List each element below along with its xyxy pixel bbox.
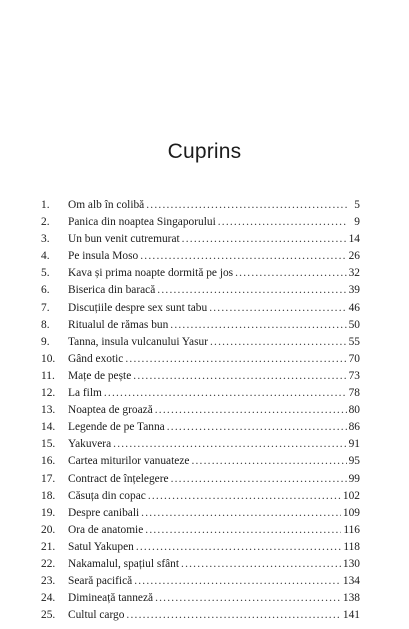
toc-entry	[41, 488, 360, 505]
toc-entry-page: 102	[342, 489, 360, 502]
toc-entry-title: Tanna, insula vulcanului Yasur	[68, 335, 208, 348]
toc-entry-page: 9	[354, 216, 360, 229]
page-title: Cuprins	[167, 140, 242, 163]
toc-entry-number: 18.	[41, 489, 56, 502]
toc-dot-leader	[134, 573, 341, 590]
toc-entry	[41, 231, 360, 248]
toc-entry-title: Un bun venit cutremurat	[68, 233, 180, 246]
toc-dot-leader	[218, 214, 348, 231]
toc-entry-page: 50	[348, 318, 360, 331]
toc-dot-leader	[126, 607, 340, 624]
toc-entry-number: 14.	[41, 421, 56, 434]
toc-entry	[41, 351, 360, 368]
toc-entry-title: Seară pacifică	[68, 575, 133, 588]
toc-entry-page: 70	[348, 352, 360, 365]
toc-entry-title: Căsuța din copac	[68, 489, 146, 502]
toc-entry-title: Discuțiile despre sex sunt tabu	[68, 301, 208, 314]
toc-entry-page: 32	[348, 267, 360, 280]
toc-entry-page: 116	[343, 523, 360, 536]
toc-dot-leader	[141, 505, 341, 522]
toc-dot-leader	[157, 282, 346, 299]
toc-entry-number: 4.	[41, 250, 50, 263]
toc-entry-number: 16.	[41, 455, 56, 468]
toc-dot-leader	[170, 317, 346, 334]
toc-dot-leader	[171, 471, 347, 488]
toc-entry-title: Panica din noaptea Singaporului	[68, 216, 216, 229]
toc-entry-title: Nakamalul, spațiul sfânt	[68, 557, 180, 570]
toc-entry	[41, 248, 360, 265]
toc-entry-page: 46	[348, 301, 360, 314]
toc-dot-leader	[210, 334, 347, 351]
toc-entry	[41, 505, 360, 522]
toc-entry-page: 91	[348, 438, 360, 451]
toc-entry-title: Pe insula Moso	[68, 250, 139, 263]
toc-dot-leader	[148, 488, 341, 505]
toc-entry-number: 10.	[41, 352, 56, 365]
toc-entry-title: Dimineață tanneză	[68, 592, 154, 605]
toc-dot-leader	[136, 539, 342, 556]
toc-entry-number: 7.	[41, 301, 50, 314]
toc-entry-page: 14	[348, 233, 360, 246]
toc-entry-number: 12.	[41, 387, 56, 400]
toc-entry-page: 86	[348, 421, 360, 434]
toc-entry	[41, 453, 360, 470]
toc-entry	[41, 539, 360, 556]
toc-entry-number: 19.	[41, 506, 56, 519]
table-of-contents	[41, 197, 360, 624]
toc-entry-title: La film	[68, 387, 102, 400]
toc-entry	[41, 556, 360, 573]
toc-entry	[41, 214, 360, 231]
toc-dot-leader	[182, 231, 347, 248]
toc-entry-number: 22.	[41, 557, 56, 570]
toc-entry-page: 26	[348, 250, 360, 263]
toc-entry-page: 39	[348, 284, 360, 297]
toc-entry-number: 13.	[41, 404, 56, 417]
toc-entry-title: Om alb în colibă	[68, 199, 145, 211]
toc-entry	[41, 368, 360, 385]
toc-entry-number: 25.	[41, 609, 56, 622]
toc-dot-leader	[113, 436, 346, 453]
toc-entry-title: Biserica din baracă	[68, 284, 156, 297]
toc-dot-leader	[155, 590, 341, 607]
toc-entry-title: Mațe de pește	[68, 369, 132, 382]
toc-entry	[41, 265, 360, 282]
toc-entry-title: Contract de înțelegere	[68, 472, 169, 485]
toc-dot-leader	[146, 197, 348, 214]
toc-entry	[41, 317, 360, 334]
toc-entry-page: 5	[354, 199, 360, 211]
toc-entry	[41, 607, 360, 624]
toc-entry-page: 55	[348, 335, 360, 348]
toc-entry-page: 80	[348, 404, 360, 417]
toc-entry-title: Legende de pe Tanna	[68, 421, 165, 434]
toc-entry-number: 21.	[41, 540, 56, 553]
toc-entry-number: 11.	[41, 369, 55, 382]
toc-entry-page: 78	[348, 387, 360, 400]
toc-entry	[41, 282, 360, 299]
toc-entry-number: 5.	[41, 267, 50, 280]
toc-entry-number: 9.	[41, 335, 50, 348]
toc-entry	[41, 471, 360, 488]
toc-entry	[41, 419, 360, 436]
toc-entry-title: Ritualul de rămas bun	[68, 318, 169, 331]
toc-entry-number: 1.	[41, 199, 50, 211]
toc-dot-leader	[181, 556, 341, 573]
toc-dot-leader	[191, 453, 346, 470]
toc-entry-number: 20.	[41, 523, 56, 536]
toc-entry	[41, 590, 360, 607]
toc-entry-page: 73	[348, 369, 360, 382]
toc-entry-page: 138	[342, 592, 360, 605]
toc-entry	[41, 436, 360, 453]
toc-dot-leader	[133, 368, 346, 385]
toc-dot-leader	[145, 522, 341, 539]
toc-dot-leader	[209, 300, 346, 317]
toc-entry	[41, 385, 360, 402]
toc-entry-title: Gând exotic	[68, 352, 124, 365]
toc-entry-title: Noaptea de groază	[68, 404, 153, 417]
toc-entry-title: Yakuvera	[68, 438, 112, 451]
toc-entry-number: 2.	[41, 216, 50, 229]
toc-dot-leader	[155, 402, 347, 419]
toc-dot-leader	[104, 385, 347, 402]
toc-entry-number: 8.	[41, 318, 50, 331]
toc-entry-page: 130	[342, 557, 360, 570]
toc-entry-page: 134	[342, 575, 360, 588]
toc-dot-leader	[125, 351, 346, 368]
toc-entry-page: 95	[348, 455, 360, 468]
toc-entry-number: 15.	[41, 438, 56, 451]
toc-entry	[41, 573, 360, 590]
toc-entry-page: 118	[343, 540, 360, 553]
toc-entry-title: Kava și prima noapte dormită pe jos	[68, 267, 234, 280]
toc-entry-title: Satul Yakupen	[68, 540, 134, 553]
toc-entry	[41, 300, 360, 317]
toc-dot-leader	[140, 248, 346, 265]
toc-entry	[41, 402, 360, 419]
toc-entry-number: 23.	[41, 575, 56, 588]
toc-entry-number: 6.	[41, 284, 50, 297]
toc-entry-number: 24.	[41, 592, 56, 605]
toc-entry-title: Cultul cargo	[68, 609, 125, 622]
toc-entry-number: 17.	[41, 472, 56, 485]
toc-dot-leader	[167, 419, 347, 436]
toc-entry-number: 3.	[41, 233, 50, 246]
toc-entry	[41, 334, 360, 351]
toc-entry-title: Despre canibali	[68, 506, 140, 519]
toc-entry-title: Cartea miturilor vanuateze	[68, 455, 190, 468]
toc-entry	[41, 197, 360, 214]
toc-entry-page: 141	[342, 609, 360, 622]
toc-entry-page: 99	[348, 472, 360, 485]
toc-dot-leader	[235, 265, 346, 282]
toc-entry	[41, 522, 360, 539]
toc-entry-page: 109	[342, 506, 360, 519]
toc-entry-title: Ora de anatomie	[68, 523, 144, 536]
